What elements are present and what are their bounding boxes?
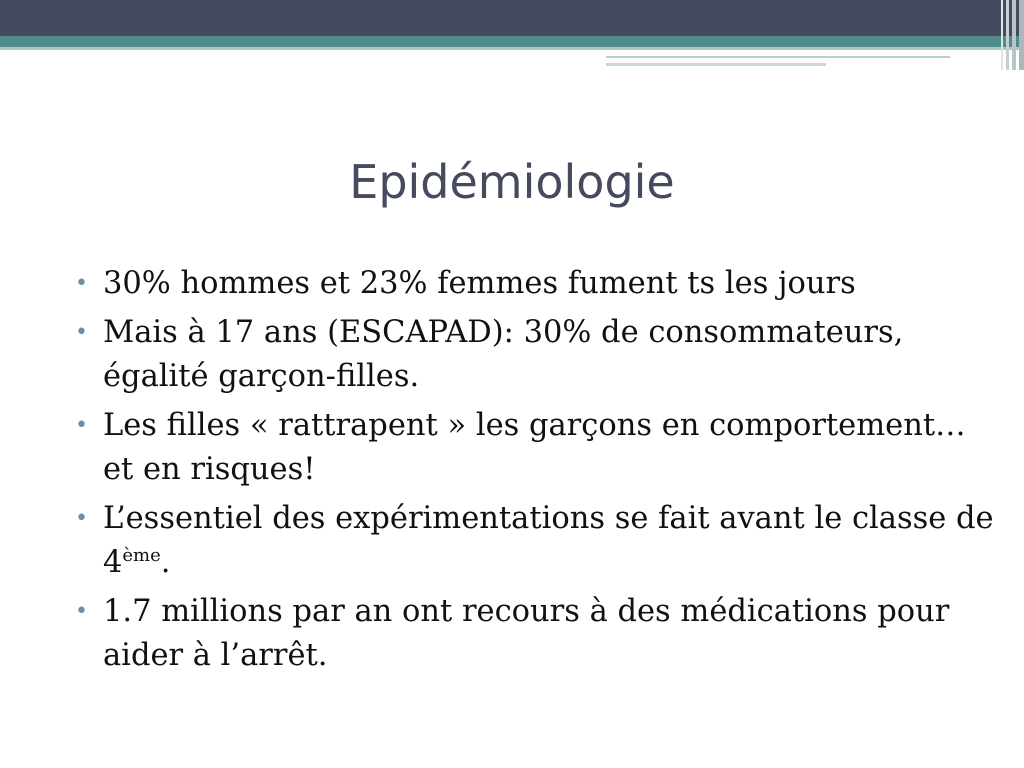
bullet-text-end: . (160, 545, 171, 580)
bullet-icon: • (75, 599, 88, 624)
bullet-text: Mais à 17 ans (ESCAPAD): 30% de consommateurs, égalité garçon-filles. (103, 315, 904, 394)
bullet-icon: • (75, 271, 88, 296)
stripe (1019, 0, 1024, 70)
header-light-bar (0, 47, 1024, 50)
header-accent-line (606, 56, 950, 58)
bullet-item (74, 262, 994, 306)
bullet-icon: • (75, 506, 88, 531)
bullet-text: L’essentiel des expérimentations se fait avant le classe de 4 (103, 501, 994, 580)
header-dark-bar (0, 0, 1024, 36)
bullet-text: 1.7 millions par an ont recours à des médications pour aider à l’arrêt. (103, 594, 950, 673)
superscript: ème (122, 544, 161, 566)
slide-title: Epidémiologie (349, 155, 675, 209)
bullet-item (74, 311, 994, 399)
bullet-list (74, 262, 994, 683)
bullet-icon: • (75, 413, 88, 438)
bullet-icon: • (75, 320, 88, 345)
bullet-item (74, 590, 994, 678)
header-accent-line (606, 63, 826, 66)
stripe (1001, 0, 1003, 70)
bullet-item (74, 497, 994, 585)
header-stripes (994, 0, 1024, 70)
stripe (1006, 0, 1009, 70)
stripe (1012, 0, 1016, 70)
bullet-item (74, 404, 994, 492)
bullet-text: 30% hommes et 23% femmes fument ts les jours (103, 266, 856, 301)
header-teal-bar (0, 36, 1024, 47)
bullet-text: Les filles « rattrapent » les garçons en comportement… et en risques! (103, 408, 966, 487)
